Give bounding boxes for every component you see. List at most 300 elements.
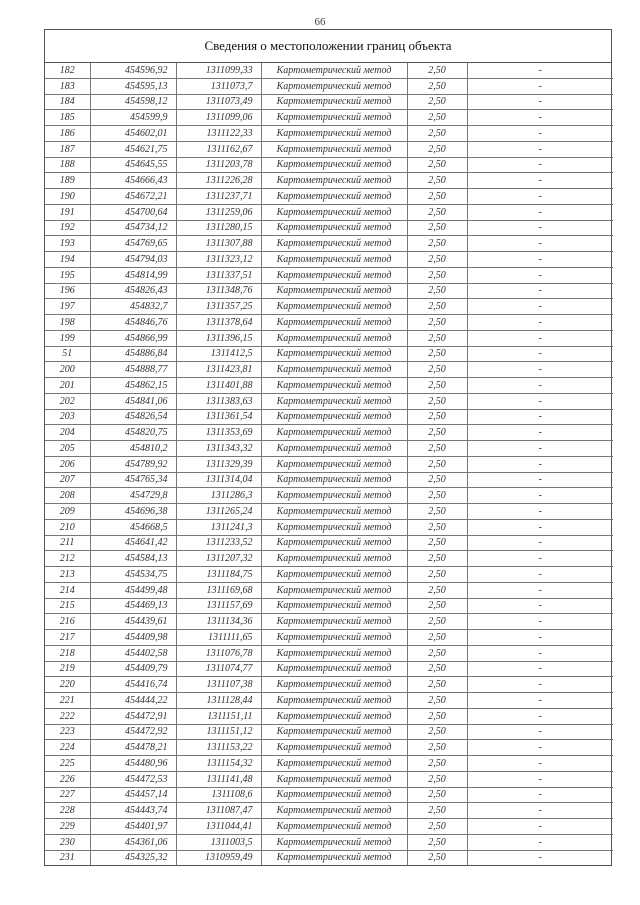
table-row <box>45 850 613 865</box>
table-row <box>45 94 613 110</box>
accuracy-cell: 2,50 <box>407 425 467 441</box>
table-row <box>45 519 613 535</box>
table-row <box>45 645 613 661</box>
method-cell: Картометрический метод <box>261 236 407 252</box>
y-coordinate-cell: 1311307,88 <box>176 236 261 252</box>
method-cell: Картометрический метод <box>261 425 407 441</box>
table-row <box>45 220 613 236</box>
accuracy-cell: 2,50 <box>407 267 467 283</box>
y-coordinate-cell: 1311169,68 <box>176 582 261 598</box>
point-number-cell: 197 <box>45 299 90 315</box>
point-number-cell: 198 <box>45 315 90 331</box>
accuracy-cell: 2,50 <box>407 78 467 94</box>
x-coordinate-cell: 454734,12 <box>90 220 176 236</box>
accuracy-cell: 2,50 <box>407 378 467 394</box>
table-row <box>45 283 613 299</box>
accuracy-cell: 2,50 <box>407 409 467 425</box>
table-title: Сведения о местоположении границ объекта <box>45 30 611 63</box>
point-number-cell: 227 <box>45 787 90 803</box>
x-coordinate-cell: 454668,5 <box>90 519 176 535</box>
accuracy-cell: 2,50 <box>407 283 467 299</box>
x-coordinate-cell: 454325,32 <box>90 850 176 865</box>
x-coordinate-cell: 454443,74 <box>90 803 176 819</box>
note-cell: - <box>467 456 613 472</box>
point-number-cell: 185 <box>45 110 90 126</box>
point-number-cell: 221 <box>45 693 90 709</box>
note-cell: - <box>467 189 613 205</box>
y-coordinate-cell: 1311153,22 <box>176 740 261 756</box>
x-coordinate-cell: 454866,99 <box>90 330 176 346</box>
method-cell: Картометрический метод <box>261 771 407 787</box>
method-cell: Картометрический метод <box>261 378 407 394</box>
table-row <box>45 551 613 567</box>
x-coordinate-cell: 454401,97 <box>90 819 176 835</box>
coordinates-table <box>45 63 613 865</box>
x-coordinate-cell: 454409,79 <box>90 661 176 677</box>
table-row <box>45 472 613 488</box>
note-cell: - <box>467 850 613 865</box>
note-cell: - <box>467 834 613 850</box>
y-coordinate-cell: 1311329,39 <box>176 456 261 472</box>
table-row <box>45 756 613 772</box>
x-coordinate-cell: 454846,76 <box>90 315 176 331</box>
note-cell: - <box>467 630 613 646</box>
note-cell: - <box>467 157 613 173</box>
table-row <box>45 267 613 283</box>
method-cell: Картометрический метод <box>261 614 407 630</box>
accuracy-cell: 2,50 <box>407 567 467 583</box>
point-number-cell: 229 <box>45 819 90 835</box>
table-row <box>45 535 613 551</box>
accuracy-cell: 2,50 <box>407 63 467 78</box>
point-number-cell: 193 <box>45 236 90 252</box>
method-cell: Картометрический метод <box>261 78 407 94</box>
y-coordinate-cell: 1311122,33 <box>176 126 261 142</box>
note-cell: - <box>467 78 613 94</box>
note-cell: - <box>467 393 613 409</box>
accuracy-cell: 2,50 <box>407 551 467 567</box>
x-coordinate-cell: 454469,13 <box>90 598 176 614</box>
method-cell: Картометрический метод <box>261 456 407 472</box>
note-cell: - <box>467 126 613 142</box>
table-row <box>45 315 613 331</box>
point-number-cell: 219 <box>45 661 90 677</box>
note-cell: - <box>467 472 613 488</box>
table-row <box>45 661 613 677</box>
x-coordinate-cell: 454641,42 <box>90 535 176 551</box>
accuracy-cell: 2,50 <box>407 346 467 362</box>
accuracy-cell: 2,50 <box>407 94 467 110</box>
note-cell: - <box>467 441 613 457</box>
method-cell: Картометрический метод <box>261 661 407 677</box>
note-cell: - <box>467 567 613 583</box>
table-row <box>45 346 613 362</box>
method-cell: Картометрический метод <box>261 346 407 362</box>
y-coordinate-cell: 1310959,49 <box>176 850 261 865</box>
y-coordinate-cell: 1311361,54 <box>176 409 261 425</box>
accuracy-cell: 2,50 <box>407 614 467 630</box>
note-cell: - <box>467 299 613 315</box>
y-coordinate-cell: 1311141,48 <box>176 771 261 787</box>
note-cell: - <box>467 504 613 520</box>
note-cell: - <box>467 110 613 126</box>
x-coordinate-cell: 454457,14 <box>90 787 176 803</box>
accuracy-cell: 2,50 <box>407 204 467 220</box>
method-cell: Картометрический метод <box>261 173 407 189</box>
accuracy-cell: 2,50 <box>407 740 467 756</box>
x-coordinate-cell: 454645,55 <box>90 157 176 173</box>
x-coordinate-cell: 454444,22 <box>90 693 176 709</box>
x-coordinate-cell: 454729,8 <box>90 488 176 504</box>
note-cell: - <box>467 315 613 331</box>
table-row <box>45 630 613 646</box>
y-coordinate-cell: 1311237,71 <box>176 189 261 205</box>
point-number-cell: 230 <box>45 834 90 850</box>
table-row <box>45 740 613 756</box>
table-row <box>45 819 613 835</box>
table-row <box>45 63 613 78</box>
accuracy-cell: 2,50 <box>407 504 467 520</box>
point-number-cell: 196 <box>45 283 90 299</box>
point-number-cell: 212 <box>45 551 90 567</box>
point-number-cell: 206 <box>45 456 90 472</box>
point-number-cell: 188 <box>45 157 90 173</box>
x-coordinate-cell: 454499,48 <box>90 582 176 598</box>
x-coordinate-cell: 454361,06 <box>90 834 176 850</box>
point-number-cell: 187 <box>45 141 90 157</box>
point-number-cell: 199 <box>45 330 90 346</box>
x-coordinate-cell: 454472,91 <box>90 708 176 724</box>
x-coordinate-cell: 454765,34 <box>90 472 176 488</box>
table-row <box>45 614 613 630</box>
method-cell: Картометрический метод <box>261 582 407 598</box>
note-cell: - <box>467 330 613 346</box>
x-coordinate-cell: 454814,99 <box>90 267 176 283</box>
note-cell: - <box>467 63 613 78</box>
y-coordinate-cell: 1311343,32 <box>176 441 261 457</box>
x-coordinate-cell: 454666,43 <box>90 173 176 189</box>
y-coordinate-cell: 1311111,65 <box>176 630 261 646</box>
y-coordinate-cell: 1311396,15 <box>176 330 261 346</box>
x-coordinate-cell: 454696,38 <box>90 504 176 520</box>
y-coordinate-cell: 1311259,06 <box>176 204 261 220</box>
point-number-cell: 194 <box>45 252 90 268</box>
note-cell: - <box>467 661 613 677</box>
x-coordinate-cell: 454621,75 <box>90 141 176 157</box>
note-cell: - <box>467 645 613 661</box>
method-cell: Картометрический метод <box>261 693 407 709</box>
note-cell: - <box>467 551 613 567</box>
y-coordinate-cell: 1311107,38 <box>176 677 261 693</box>
x-coordinate-cell: 454534,75 <box>90 567 176 583</box>
note-cell: - <box>467 724 613 740</box>
method-cell: Картометрический метод <box>261 850 407 865</box>
accuracy-cell: 2,50 <box>407 441 467 457</box>
y-coordinate-cell: 1311003,5 <box>176 834 261 850</box>
point-number-cell: 189 <box>45 173 90 189</box>
accuracy-cell: 2,50 <box>407 771 467 787</box>
point-number-cell: 202 <box>45 393 90 409</box>
note-cell: - <box>467 787 613 803</box>
y-coordinate-cell: 1311099,33 <box>176 63 261 78</box>
accuracy-cell: 2,50 <box>407 393 467 409</box>
point-number-cell: 210 <box>45 519 90 535</box>
note-cell: - <box>467 535 613 551</box>
table-row <box>45 834 613 850</box>
point-number-cell: 220 <box>45 677 90 693</box>
y-coordinate-cell: 1311151,12 <box>176 724 261 740</box>
x-coordinate-cell: 454596,92 <box>90 63 176 78</box>
method-cell: Картометрический метод <box>261 724 407 740</box>
x-coordinate-cell: 454826,43 <box>90 283 176 299</box>
point-number-cell: 207 <box>45 472 90 488</box>
y-coordinate-cell: 1311423,81 <box>176 362 261 378</box>
note-cell: - <box>467 236 613 252</box>
point-number-cell: 215 <box>45 598 90 614</box>
accuracy-cell: 2,50 <box>407 756 467 772</box>
table-row <box>45 236 613 252</box>
table-row <box>45 378 613 394</box>
accuracy-cell: 2,50 <box>407 708 467 724</box>
point-number-cell: 223 <box>45 724 90 740</box>
table-row <box>45 504 613 520</box>
y-coordinate-cell: 1311207,32 <box>176 551 261 567</box>
method-cell: Картометрический метод <box>261 598 407 614</box>
point-number-cell: 192 <box>45 220 90 236</box>
y-coordinate-cell: 1311154,32 <box>176 756 261 772</box>
table-row <box>45 441 613 457</box>
accuracy-cell: 2,50 <box>407 535 467 551</box>
point-number-cell: 190 <box>45 189 90 205</box>
note-cell: - <box>467 488 613 504</box>
point-number-cell: 209 <box>45 504 90 520</box>
note-cell: - <box>467 771 613 787</box>
x-coordinate-cell: 454598,12 <box>90 94 176 110</box>
method-cell: Картометрический метод <box>261 267 407 283</box>
point-number-cell: 228 <box>45 803 90 819</box>
y-coordinate-cell: 1311073,7 <box>176 78 261 94</box>
point-number-cell: 208 <box>45 488 90 504</box>
point-number-cell: 191 <box>45 204 90 220</box>
point-number-cell: 182 <box>45 63 90 78</box>
y-coordinate-cell: 1311337,51 <box>176 267 261 283</box>
table-row <box>45 708 613 724</box>
point-number-cell: 224 <box>45 740 90 756</box>
x-coordinate-cell: 454409,98 <box>90 630 176 646</box>
method-cell: Картометрический метод <box>261 204 407 220</box>
table-row <box>45 724 613 740</box>
x-coordinate-cell: 454769,65 <box>90 236 176 252</box>
table-row <box>45 126 613 142</box>
point-number-cell: 51 <box>45 346 90 362</box>
accuracy-cell: 2,50 <box>407 126 467 142</box>
note-cell: - <box>467 267 613 283</box>
x-coordinate-cell: 454584,13 <box>90 551 176 567</box>
table-row <box>45 409 613 425</box>
y-coordinate-cell: 1311074,77 <box>176 661 261 677</box>
y-coordinate-cell: 1311401,88 <box>176 378 261 394</box>
method-cell: Картометрический метод <box>261 283 407 299</box>
note-cell: - <box>467 803 613 819</box>
note-cell: - <box>467 362 613 378</box>
point-number-cell: 186 <box>45 126 90 142</box>
x-coordinate-cell: 454472,92 <box>90 724 176 740</box>
accuracy-cell: 2,50 <box>407 315 467 331</box>
table-row <box>45 677 613 693</box>
note-cell: - <box>467 614 613 630</box>
accuracy-cell: 2,50 <box>407 598 467 614</box>
note-cell: - <box>467 141 613 157</box>
note-cell: - <box>467 677 613 693</box>
x-coordinate-cell: 454402,58 <box>90 645 176 661</box>
accuracy-cell: 2,50 <box>407 488 467 504</box>
point-number-cell: 214 <box>45 582 90 598</box>
note-cell: - <box>467 693 613 709</box>
x-coordinate-cell: 454841,06 <box>90 393 176 409</box>
table-row <box>45 567 613 583</box>
y-coordinate-cell: 1311314,04 <box>176 472 261 488</box>
y-coordinate-cell: 1311203,78 <box>176 157 261 173</box>
table-row <box>45 173 613 189</box>
note-cell: - <box>467 173 613 189</box>
y-coordinate-cell: 1311348,76 <box>176 283 261 299</box>
y-coordinate-cell: 1311076,78 <box>176 645 261 661</box>
x-coordinate-cell: 454472,53 <box>90 771 176 787</box>
accuracy-cell: 2,50 <box>407 299 467 315</box>
y-coordinate-cell: 1311323,12 <box>176 252 261 268</box>
accuracy-cell: 2,50 <box>407 173 467 189</box>
method-cell: Картометрический метод <box>261 362 407 378</box>
note-cell: - <box>467 598 613 614</box>
note-cell: - <box>467 425 613 441</box>
table-row <box>45 141 613 157</box>
note-cell: - <box>467 346 613 362</box>
method-cell: Картометрический метод <box>261 393 407 409</box>
table-row <box>45 693 613 709</box>
method-cell: Картометрический метод <box>261 330 407 346</box>
method-cell: Картометрический метод <box>261 488 407 504</box>
coordinates-table-body <box>45 63 613 865</box>
note-cell: - <box>467 740 613 756</box>
note-cell: - <box>467 283 613 299</box>
y-coordinate-cell: 1311184,75 <box>176 567 261 583</box>
point-number-cell: 200 <box>45 362 90 378</box>
method-cell: Картометрический метод <box>261 409 407 425</box>
note-cell: - <box>467 220 613 236</box>
x-coordinate-cell: 454599,9 <box>90 110 176 126</box>
x-coordinate-cell: 454826,54 <box>90 409 176 425</box>
table-row <box>45 189 613 205</box>
accuracy-cell: 2,50 <box>407 157 467 173</box>
y-coordinate-cell: 1311241,3 <box>176 519 261 535</box>
method-cell: Картометрический метод <box>261 299 407 315</box>
method-cell: Картометрический метод <box>261 740 407 756</box>
y-coordinate-cell: 1311108,6 <box>176 787 261 803</box>
point-number-cell: 195 <box>45 267 90 283</box>
point-number-cell: 222 <box>45 708 90 724</box>
table-row <box>45 771 613 787</box>
x-coordinate-cell: 454672,21 <box>90 189 176 205</box>
method-cell: Картометрический метод <box>261 708 407 724</box>
y-coordinate-cell: 1311044,41 <box>176 819 261 835</box>
accuracy-cell: 2,50 <box>407 677 467 693</box>
y-coordinate-cell: 1311383,63 <box>176 393 261 409</box>
accuracy-cell: 2,50 <box>407 189 467 205</box>
point-number-cell: 183 <box>45 78 90 94</box>
x-coordinate-cell: 454862,15 <box>90 378 176 394</box>
method-cell: Картометрический метод <box>261 126 407 142</box>
accuracy-cell: 2,50 <box>407 787 467 803</box>
y-coordinate-cell: 1311162,67 <box>176 141 261 157</box>
x-coordinate-cell: 454595,13 <box>90 78 176 94</box>
note-cell: - <box>467 204 613 220</box>
y-coordinate-cell: 1311134,36 <box>176 614 261 630</box>
table-row <box>45 803 613 819</box>
method-cell: Картометрический метод <box>261 315 407 331</box>
table-row <box>45 110 613 126</box>
table-row <box>45 252 613 268</box>
table-row <box>45 393 613 409</box>
point-number-cell: 184 <box>45 94 90 110</box>
accuracy-cell: 2,50 <box>407 236 467 252</box>
accuracy-cell: 2,50 <box>407 330 467 346</box>
point-number-cell: 226 <box>45 771 90 787</box>
table-row <box>45 456 613 472</box>
table-row <box>45 488 613 504</box>
accuracy-cell: 2,50 <box>407 819 467 835</box>
point-number-cell: 201 <box>45 378 90 394</box>
accuracy-cell: 2,50 <box>407 456 467 472</box>
method-cell: Картометрический метод <box>261 535 407 551</box>
y-coordinate-cell: 1311073,49 <box>176 94 261 110</box>
x-coordinate-cell: 454832,7 <box>90 299 176 315</box>
accuracy-cell: 2,50 <box>407 693 467 709</box>
accuracy-cell: 2,50 <box>407 803 467 819</box>
x-coordinate-cell: 454478,21 <box>90 740 176 756</box>
point-number-cell: 211 <box>45 535 90 551</box>
point-number-cell: 217 <box>45 630 90 646</box>
accuracy-cell: 2,50 <box>407 472 467 488</box>
x-coordinate-cell: 454700,64 <box>90 204 176 220</box>
y-coordinate-cell: 1311286,3 <box>176 488 261 504</box>
table-row <box>45 362 613 378</box>
point-number-cell: 231 <box>45 850 90 865</box>
x-coordinate-cell: 454439,61 <box>90 614 176 630</box>
page-number: 66 <box>314 16 326 28</box>
accuracy-cell: 2,50 <box>407 661 467 677</box>
accuracy-cell: 2,50 <box>407 630 467 646</box>
method-cell: Картометрический метод <box>261 787 407 803</box>
table-row <box>45 299 613 315</box>
x-coordinate-cell: 454480,96 <box>90 756 176 772</box>
method-cell: Картометрический метод <box>261 551 407 567</box>
accuracy-cell: 2,50 <box>407 519 467 535</box>
x-coordinate-cell: 454888,77 <box>90 362 176 378</box>
method-cell: Картометрический метод <box>261 189 407 205</box>
y-coordinate-cell: 1311280,15 <box>176 220 261 236</box>
y-coordinate-cell: 1311378,64 <box>176 315 261 331</box>
table-row <box>45 425 613 441</box>
x-coordinate-cell: 454820,75 <box>90 425 176 441</box>
method-cell: Картометрический метод <box>261 519 407 535</box>
accuracy-cell: 2,50 <box>407 582 467 598</box>
y-coordinate-cell: 1311353,69 <box>176 425 261 441</box>
point-number-cell: 203 <box>45 409 90 425</box>
method-cell: Картометрический метод <box>261 157 407 173</box>
x-coordinate-cell: 454810,2 <box>90 441 176 457</box>
method-cell: Картометрический метод <box>261 756 407 772</box>
method-cell: Картометрический метод <box>261 252 407 268</box>
